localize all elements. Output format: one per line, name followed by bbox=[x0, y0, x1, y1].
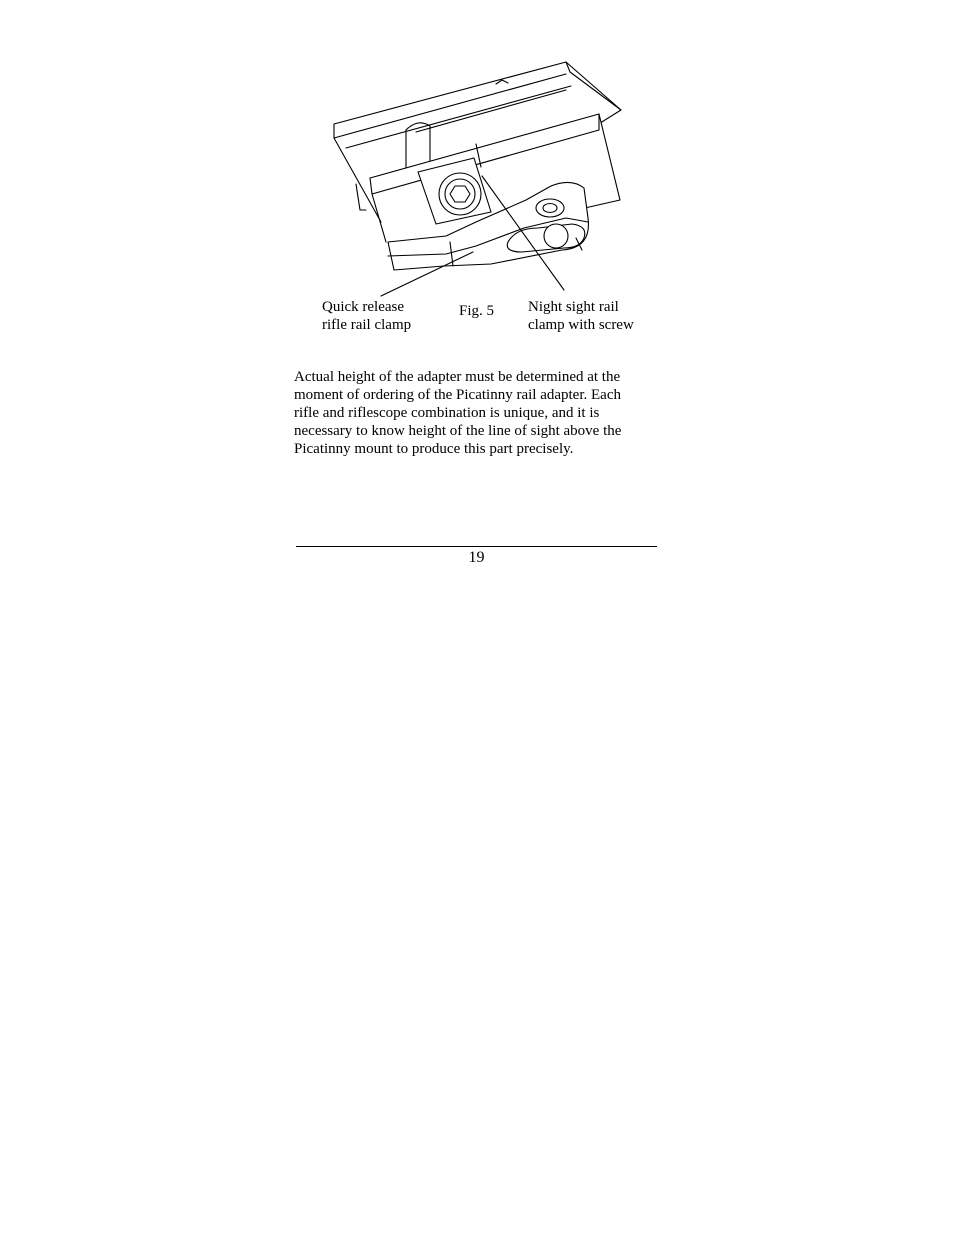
figure-caption: Fig. 5 bbox=[459, 303, 495, 319]
quick-release-label bbox=[322, 298, 411, 334]
footer-divider bbox=[296, 546, 657, 547]
paragraph-line-2: moment of ordering of the Picatinny rail adapter. Each bbox=[294, 387, 621, 403]
night-sight-label-line-2: clamp with screw bbox=[528, 317, 634, 333]
paragraph-line-1: Actual height of the adapter must be determined at the bbox=[294, 369, 621, 385]
paragraph-line-4: necessary to know height of the line of sight above the bbox=[294, 423, 622, 439]
quick-release-label-line-1: Quick release bbox=[322, 299, 405, 315]
paragraph-line-5: Picatinny mount to produce this part precisely. bbox=[294, 441, 574, 457]
rail-adapter-figure bbox=[326, 52, 656, 300]
body-paragraph bbox=[294, 368, 659, 458]
night-sight-label bbox=[528, 298, 634, 334]
page-number: 19 bbox=[468, 549, 485, 566]
night-sight-label-line-1: Night sight rail bbox=[528, 299, 619, 315]
quick-release-label-line-2: rifle rail clamp bbox=[322, 317, 412, 333]
rail-adapter-drawing bbox=[326, 52, 656, 300]
paragraph-line-3: rifle and riflescope combination is unique, and it is bbox=[294, 405, 600, 421]
